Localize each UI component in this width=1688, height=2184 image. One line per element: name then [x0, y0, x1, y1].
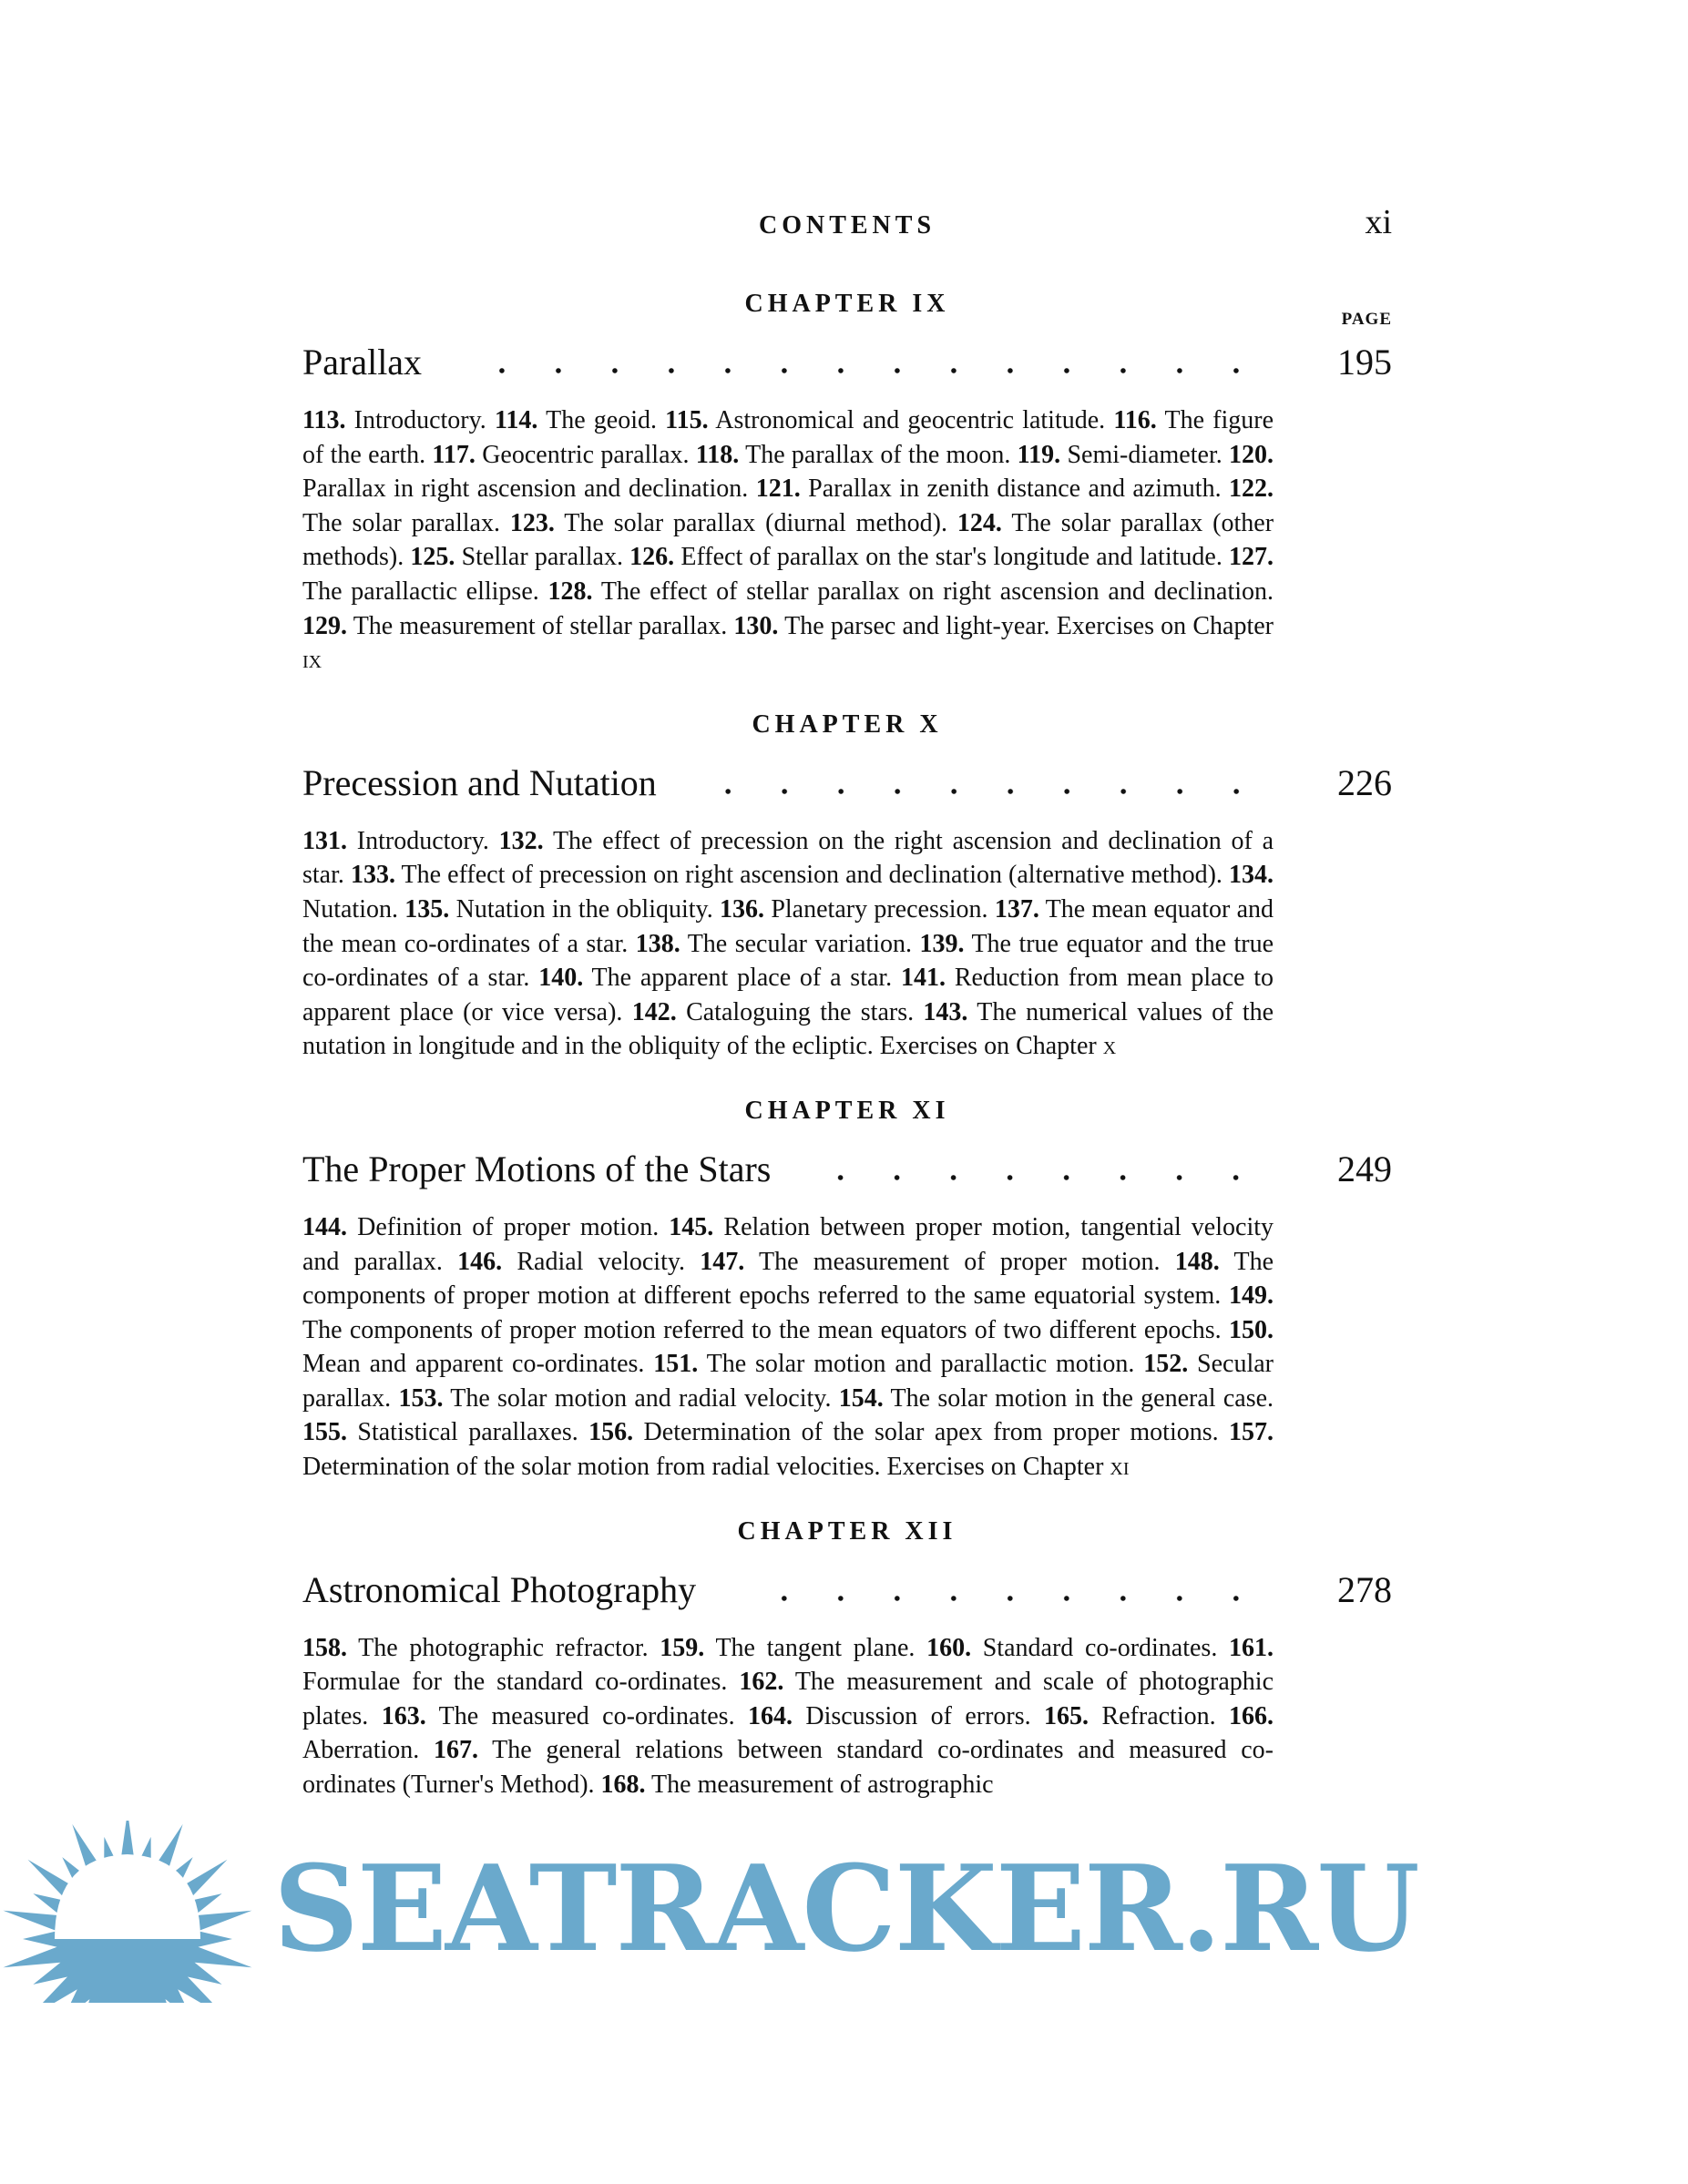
section-entry	[1044, 1702, 1216, 1730]
section-number: 130.	[733, 611, 779, 640]
section-entry	[302, 1213, 659, 1241]
section-entry	[548, 577, 1274, 606]
section-entry	[696, 441, 1011, 469]
section-title: The measurement and scale of photographic plates.	[302, 1668, 1274, 1730]
section-title: The figure of the earth.	[302, 406, 1274, 469]
section-entry	[665, 406, 1105, 434]
section-number: 118.	[695, 440, 740, 469]
section-number: 163.	[381, 1701, 426, 1730]
section-title: The components of proper motion referred to the mean equators of two different epochs.	[302, 1315, 1222, 1344]
chapter-entry	[302, 290, 1392, 678]
contents-list	[302, 290, 1392, 1802]
chapter-heading: CHAPTER XII	[737, 1516, 957, 1546]
page-folio: xi	[1365, 203, 1392, 241]
section-number: 126.	[629, 543, 675, 572]
chapter-sections	[302, 1210, 1274, 1485]
section-title: The solar motion in the general case.	[890, 1383, 1274, 1413]
section-entry	[700, 1248, 1160, 1276]
section-entry	[660, 1634, 915, 1662]
section-number: 131.	[302, 826, 347, 855]
section-title: Introductory.	[356, 826, 489, 855]
section-entry	[629, 543, 1223, 571]
chapter-heading-row	[302, 710, 1392, 747]
section-title: Determination of the solar motion from radial velocities.	[302, 1453, 881, 1482]
chapter-heading: CHAPTER IX	[744, 290, 950, 318]
section-number: 153.	[398, 1383, 444, 1413]
section-entry	[538, 964, 892, 992]
section-entry	[720, 895, 988, 924]
section-number: 140.	[538, 964, 584, 993]
section-title: The solar motion and radial velocity.	[450, 1383, 832, 1413]
section-number: 116.	[1113, 406, 1157, 434]
section-title: The measured co-ordinates.	[438, 1701, 735, 1730]
section-title: Parallax in zenith distance and azimuth.	[808, 475, 1222, 504]
section-number: 132.	[498, 826, 544, 855]
section-number: 141.	[901, 964, 946, 993]
section-number: 136.	[720, 894, 765, 924]
section-number: 167.	[433, 1736, 478, 1765]
chapter-title[interactable]: The Proper Motions of the Stars	[302, 1148, 772, 1189]
section-entry	[351, 861, 1223, 889]
section-number: 124.	[957, 508, 1002, 537]
section-title: The solar parallax (other methods).	[302, 508, 1274, 572]
section-title: Discussion of errors.	[805, 1701, 1031, 1730]
section-number: 147.	[700, 1247, 745, 1276]
chapter-entry	[302, 710, 1392, 1064]
section-entry	[302, 1634, 649, 1662]
chapter-page-number: 226	[1337, 761, 1392, 803]
chapter-entry	[302, 1097, 1392, 1485]
section-title: The effect of precession on right ascension and declination (alternative method).	[401, 861, 1223, 890]
section-number: 168.	[600, 1771, 646, 1800]
exercises-entry: Exercises on Chapter	[879, 1032, 1097, 1061]
section-title: Relation between proper motion, tangential velocity and parallax.	[302, 1212, 1274, 1276]
chapter-page-number: 249	[1337, 1148, 1392, 1189]
section-entry	[302, 1418, 578, 1446]
section-number: 134.	[1229, 861, 1274, 890]
chapter-title[interactable]: Precession and Nutation	[302, 761, 657, 803]
chapter-page-number: 195	[1337, 342, 1392, 383]
section-number: 154.	[838, 1383, 884, 1413]
section-number: 146.	[457, 1247, 503, 1276]
section-number: 117.	[432, 440, 476, 469]
section-number: 148.	[1174, 1247, 1220, 1276]
section-entry	[636, 930, 912, 958]
contents-page	[273, 0, 1418, 2003]
section-title: The apparent place of a star.	[591, 964, 893, 993]
section-number: 155.	[302, 1418, 347, 1447]
chapter-numeral: xi	[1110, 1453, 1130, 1482]
section-title: Geocentric parallax.	[482, 440, 690, 469]
chapter-heading: CHAPTER XI	[744, 1096, 950, 1125]
section-number: 125.	[410, 543, 455, 572]
section-entry	[756, 475, 1222, 503]
section-number: 145.	[669, 1212, 714, 1241]
section-title: Secular parallax.	[302, 1350, 1274, 1413]
section-entry	[410, 543, 623, 571]
section-title: Radial velocity.	[517, 1247, 686, 1276]
section-number: 162.	[739, 1668, 784, 1697]
chapter-sections	[302, 403, 1274, 678]
chapter-sections	[302, 1631, 1274, 1802]
section-title: The parallactic ellipse.	[302, 577, 539, 606]
chapter-numeral: ix	[302, 646, 322, 675]
section-title: Effect of parallax on the star's longitude and latitude.	[680, 543, 1223, 572]
section-number: 139.	[919, 929, 965, 958]
section-entry	[398, 1384, 831, 1413]
section-title: The solar parallax.	[302, 508, 500, 537]
chapter-page-number: 278	[1337, 1568, 1392, 1610]
section-title: Planetary precession.	[771, 894, 988, 924]
section-title: The photographic refractor.	[358, 1633, 649, 1662]
section-entry	[510, 509, 947, 537]
section-number: 159.	[660, 1633, 705, 1662]
exercises-entry: Exercises on Chapter	[886, 1453, 1104, 1482]
section-entry	[302, 827, 489, 855]
section-title: The effect of precession on the right ascension and declination of a star.	[302, 826, 1274, 890]
section-title: The parallax of the moon.	[745, 440, 1011, 469]
section-title: The effect of stellar parallax on right ascension and declination.	[600, 577, 1274, 606]
chapter-entry	[302, 1517, 1392, 1802]
section-number: 149.	[1229, 1281, 1274, 1311]
section-entry	[382, 1702, 735, 1730]
section-number: 152.	[1143, 1350, 1189, 1379]
section-number: 142.	[631, 997, 677, 1026]
section-number: 158.	[302, 1633, 347, 1662]
section-title: Aberration.	[302, 1736, 420, 1765]
section-title: The geoid.	[546, 406, 657, 434]
section-title: Standard co-ordinates.	[982, 1633, 1218, 1662]
section-number: 120.	[1229, 440, 1274, 469]
section-number: 133.	[350, 861, 395, 890]
section-number: 115.	[665, 406, 709, 434]
section-entry	[404, 895, 712, 924]
section-number: 119.	[1017, 440, 1061, 469]
section-number: 157.	[1229, 1418, 1274, 1447]
section-title: The general relations between standard co-ordinates and measured co-ordinates (Turner's Method).	[302, 1736, 1274, 1800]
chapter-heading-row	[302, 1517, 1392, 1554]
section-number: 165.	[1044, 1701, 1090, 1730]
section-entry	[302, 406, 486, 434]
section-number: 144.	[302, 1212, 347, 1241]
section-number: 150.	[1229, 1315, 1274, 1344]
chapter-heading: CHAPTER X	[752, 709, 943, 739]
section-entry	[926, 1634, 1217, 1662]
section-title: The measurement of stellar parallax.	[353, 611, 728, 640]
chapter-title-line[interactable]	[302, 341, 1392, 383]
section-number: 123.	[509, 508, 555, 537]
section-title: Nutation.	[302, 894, 398, 924]
section-entry	[632, 998, 914, 1026]
section-number: 127.	[1229, 543, 1274, 572]
section-number: 138.	[635, 929, 680, 958]
section-title: Reduction from mean place to apparent place (or vice versa).	[302, 964, 1274, 1026]
chapter-title[interactable]: Parallax	[302, 342, 423, 383]
running-head: CONTENTS	[758, 211, 936, 240]
section-number: 160.	[926, 1633, 972, 1662]
section-title: Mean and apparent co-ordinates.	[302, 1350, 645, 1379]
section-entry	[601, 1771, 994, 1799]
section-number: 156.	[588, 1418, 634, 1447]
chapter-heading-row	[302, 1097, 1392, 1133]
section-title: Formulae for the standard co-ordinates.	[302, 1668, 728, 1697]
exercises-entry: Exercises on Chapter	[1056, 611, 1274, 640]
section-entry	[653, 1350, 1134, 1378]
chapter-title[interactable]: Astronomical Photography	[302, 1568, 697, 1610]
section-entry	[457, 1248, 685, 1276]
section-title: Definition of proper motion.	[357, 1212, 660, 1241]
dot-leader	[458, 367, 1264, 374]
watermark	[0, 1821, 1688, 2003]
section-title: Astronomical and geocentric latitude.	[715, 406, 1106, 434]
chapter-heading-row	[302, 290, 1392, 329]
section-title: Nutation in the obliquity.	[455, 894, 713, 924]
section-title: The solar parallax (diurnal method).	[564, 508, 947, 537]
section-title: Introductory.	[353, 406, 486, 434]
dot-leader	[732, 1595, 1264, 1602]
section-title: Parallax in right ascension and declination.	[302, 475, 749, 504]
section-title: The mean equator and the mean co-ordinates of a star.	[302, 894, 1274, 958]
section-entry	[839, 1384, 1274, 1413]
section-number: 135.	[404, 894, 450, 924]
section-entry	[495, 406, 657, 434]
section-title: The solar motion and parallactic motion.	[706, 1350, 1135, 1379]
chapter-title-line[interactable]	[302, 1568, 1392, 1611]
page-column-label: PAGE	[1341, 310, 1392, 329]
dot-leader	[807, 1174, 1264, 1181]
section-entry	[588, 1418, 1218, 1446]
section-number: 137.	[994, 894, 1039, 924]
section-number: 161.	[1229, 1633, 1274, 1662]
section-entry	[1018, 441, 1223, 469]
watermark-text: SEATRACKER.RU	[273, 1838, 1418, 1978]
section-title: Stellar parallax.	[461, 543, 623, 572]
section-number: 164.	[747, 1701, 793, 1730]
section-number: 128.	[547, 577, 593, 606]
section-number: 114.	[494, 406, 538, 434]
chapter-numeral: x	[1102, 1032, 1117, 1061]
section-title: Semi-diameter.	[1067, 440, 1223, 469]
section-title: The measurement of proper motion.	[759, 1247, 1161, 1276]
section-title: Refraction.	[1101, 1701, 1216, 1730]
chapter-title-line[interactable]	[302, 1148, 1392, 1190]
chapter-title-line[interactable]	[302, 761, 1392, 804]
section-entry	[432, 441, 689, 469]
section-title: The true equator and the true co-ordinates of a star.	[302, 929, 1274, 993]
section-title: The components of proper motion at different epochs referred to the same equatorial system.	[302, 1247, 1274, 1311]
section-title: The parsec and light-year.	[784, 611, 1050, 640]
section-number: 143.	[923, 997, 968, 1026]
section-title: The secular variation.	[687, 929, 912, 958]
section-title: The numerical values of the nutation in longitude and in the obliquity of the ecliptic.	[302, 997, 1274, 1061]
dot-leader	[693, 788, 1264, 795]
page-header	[302, 202, 1392, 257]
section-number: 166.	[1229, 1701, 1274, 1730]
section-number: 151.	[653, 1350, 699, 1379]
sun-logo-icon	[0, 1821, 264, 2003]
section-number: 122.	[1229, 475, 1274, 504]
section-title: Cataloguing the stars.	[686, 997, 915, 1026]
section-entry	[733, 612, 1049, 640]
section-number: 113.	[302, 406, 346, 434]
section-entry	[748, 1702, 1031, 1730]
section-title: The tangent plane.	[715, 1633, 916, 1662]
section-entry	[302, 612, 727, 640]
chapter-sections	[302, 824, 1274, 1064]
section-title: Statistical parallaxes.	[357, 1418, 578, 1447]
section-number: 129.	[302, 611, 347, 640]
section-number: 121.	[755, 475, 801, 504]
section-title: Determination of the solar apex from proper motions.	[643, 1418, 1219, 1447]
section-title: The measurement of astrographic	[651, 1771, 994, 1800]
